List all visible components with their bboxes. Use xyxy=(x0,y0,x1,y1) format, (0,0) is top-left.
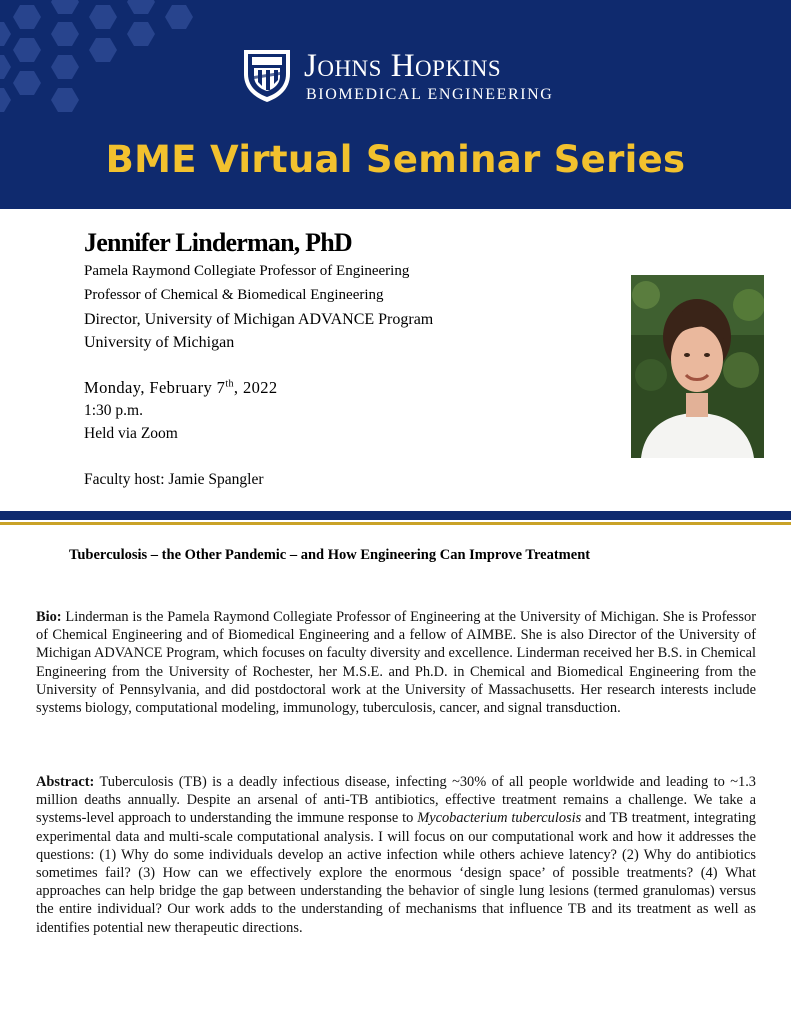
event-location: Held via Zoom xyxy=(84,425,178,442)
affiliation-line: Pamela Raymond Collegiate Professor of Engineering xyxy=(84,263,410,279)
hexagon-pattern xyxy=(0,0,240,130)
affiliation-line: University of Michigan xyxy=(84,334,235,351)
abstract-paragraph: Abstract: Tuberculosis (TB) is a deadly infectious disease, infecting ~30% of all people worldwide and leading to ~1.3 million deaths annually. Despite an arsenal of anti-TB antibiotics, effective treatment remains a challenge. We take a systems-level approach to understanding the immune response to Mycobacterium tuberculosis and TB treatment, integrating experimental data and multi-scale computational analysis. I will focus on our computational work and how it addresses the questions: (1) Why do some individuals develop an active infection while others achieve latency? (2) Why do antibiotics sometimes fail? (3) How can we effectively explore the enormous ‘design space’ of possible treatments? (4) What approaches can help bridge the gap between understanding the behavior of single lung lesions (termed granulomas) versus the entire individual? Our work adds to the understanding of mechanisms that influence TB and its treatment as well as identifies potential new therapeutic directions. xyxy=(36,774,756,936)
divider-navy xyxy=(0,511,791,520)
bio-text: Linderman is the Pamela Raymond Collegiate Professor of Engineering at the University of Michigan. She is Professor of Chemical Engineering and of Biomedical Engineering and a fellow of AIMBE. She is also Director of the University of Michigan ADVANCE Program, which focuses on faculty diversity and excellence. Linderman received her B.S. in Chemical Engineering from the University of Rochester, her M.S.E. and Ph.D. in Chemical and Biomedical Engineering from the University of Pennsylvania, and did postdoctoral work at the University of Massachusetts. Her research interests include systems biology, computational modeling, immunology, tuberculosis, cancer, and signal transduction. xyxy=(36,609,756,717)
abstract-label: Abstract: xyxy=(36,774,95,790)
header-banner xyxy=(0,0,791,209)
divider-gold xyxy=(0,522,791,525)
affiliation-line: Professor of Chemical & Biomedical Engineering xyxy=(84,287,384,303)
department-name: BIOMEDICAL ENGINEERING xyxy=(306,86,554,103)
faculty-host: Faculty host: Jamie Spangler xyxy=(84,471,264,488)
institution-name: Johns Hopkins xyxy=(304,48,502,84)
talk-title: Tuberculosis – the Other Pandemic – and How Engineering Can Improve Treatment xyxy=(69,547,591,563)
event-time: 1:30 p.m. xyxy=(84,402,143,419)
affiliation-line: Director, University of Michigan ADVANCE Program xyxy=(84,311,434,328)
event-date: Monday, February 7th, 2022 xyxy=(84,378,278,397)
series-title: BME Virtual Seminar Series xyxy=(105,138,686,181)
speaker-name: Jennifer Linderman, PhD xyxy=(84,228,352,257)
bio-label: Bio: xyxy=(36,609,62,625)
bio-paragraph xyxy=(36,608,756,717)
speaker-photo xyxy=(631,275,764,458)
jhu-shield-icon xyxy=(240,44,294,104)
organism-name: Mycobacterium tuberculosis xyxy=(417,810,582,827)
